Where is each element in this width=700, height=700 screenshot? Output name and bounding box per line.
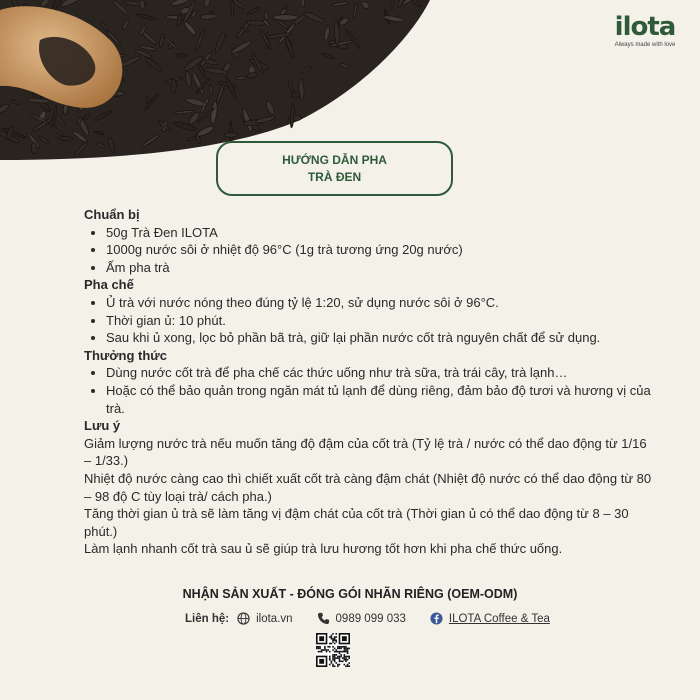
list-item: • 50g Trà Đen ILOTA	[106, 224, 654, 242]
note-paragraph: Tăng thời gian ủ trà sẽ làm tăng vị đậm chát của cốt trà (Thời gian ủ có thể dao động từ 8 – 30 phút.)	[84, 506, 629, 539]
list-item: • 1000g nước sôi ở nhiệt độ 96°C (1g trà tương ứng 20g nước)	[106, 241, 654, 259]
section-heading-prep: Chuẩn bị	[84, 207, 140, 222]
page-title-box	[216, 141, 453, 196]
phone-number[interactable]: 0989 099 033	[335, 612, 406, 625]
contact-label: Liên hệ:	[185, 612, 230, 625]
note-paragraph: Giảm lượng nước trà nếu muốn tăng độ đậm của cốt trà (Tỷ lệ trà / nước có thể dao động từ 1/16 – 1/33.)	[84, 435, 647, 469]
brand-tagline: Always made with love	[614, 42, 676, 48]
section-heading-enjoy: Thưởng thức	[84, 347, 167, 363]
note-paragraph: Nhiệt độ nước càng cao thì chiết xuất cốt trà càng đậm chát (Nhiệt độ nước có thể dao động từ 80 – 98 độ C tùy loại trà/ cách pha.)	[84, 470, 652, 504]
note-paragraph: Làm lạnh nhanh cốt trà sau ủ sẽ giúp trà lưu hương tốt hơn khi pha chế thức uống.	[84, 541, 563, 557]
contact-bar	[185, 612, 550, 625]
list-item: • Ủ trà với nước nóng theo đúng tỷ lệ 1:20, sử dụng nước sôi ở 96°C.	[106, 294, 654, 312]
phone-icon	[317, 612, 330, 625]
list-item: • Thời gian ủ: 10 phút.	[106, 312, 654, 330]
list-item: • Dùng nước cốt trà để pha chế các thức uống như trà sữa, trà trái cây, trà lạnh…	[106, 364, 654, 382]
list-item: • Ấm pha trà	[106, 259, 654, 277]
section-heading-notes: Lưu ý	[84, 418, 121, 434]
website-link[interactable]: ilota.vn	[256, 612, 293, 625]
oem-headline: NHẬN SẢN XUẤT - ĐÓNG GÓI NHÃN RIÊNG (OEM-ODM)	[182, 587, 518, 601]
list-item: • Hoặc có thể bảo quản trong ngăn mát tủ lạnh để dùng riêng, đảm bảo độ tươi và hương vị của trà.	[106, 382, 654, 417]
facebook-icon	[430, 612, 443, 625]
list-item: • Sau khi ủ xong, lọc bỏ phần bã trà, giữ lại phần nước cốt trà nguyên chất để sử dụng.	[106, 329, 654, 347]
brand-logo	[610, 14, 680, 48]
prep-list	[84, 224, 654, 277]
instructions	[84, 206, 654, 558]
globe-icon	[237, 612, 250, 625]
qr-code	[316, 633, 350, 667]
page-title-line1: HƯỚNG DẪN PHA	[282, 152, 387, 167]
brand-name: ilota	[614, 12, 676, 42]
tea-leaves-photo	[0, 0, 430, 160]
brew-list	[84, 294, 654, 347]
section-heading-brew: Pha chế	[84, 277, 134, 293]
enjoy-list	[84, 364, 654, 417]
page-title-line2: TRÀ ĐEN	[307, 169, 362, 184]
facebook-link[interactable]: ILOTA Coffee & Tea	[448, 612, 550, 625]
